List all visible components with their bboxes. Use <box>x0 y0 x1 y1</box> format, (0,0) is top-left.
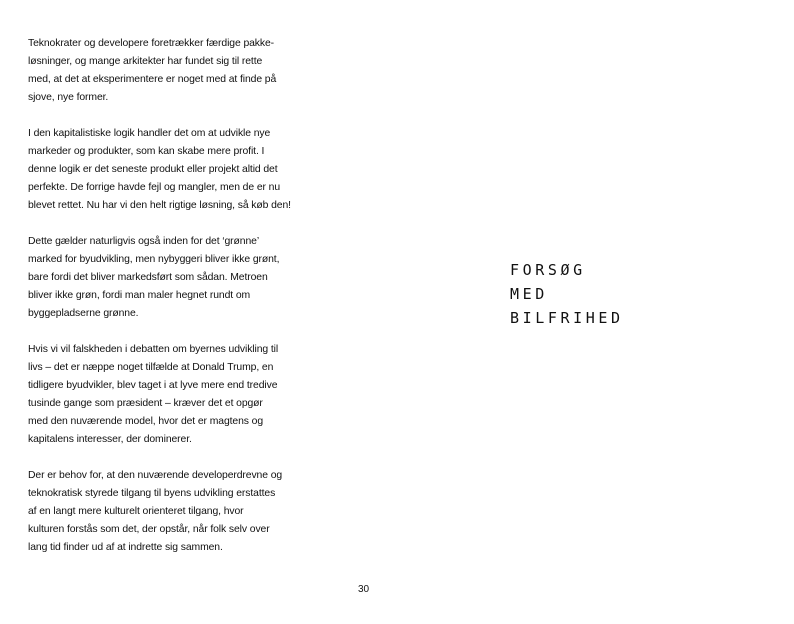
chapter-title <box>510 258 624 330</box>
text-line: Hvis vi vil falskheden i debatten om byernes udvikling til <box>28 344 279 355</box>
paragraph-4 <box>28 341 298 449</box>
chapter-title-line: FORSØG <box>510 261 586 279</box>
text-line: blevet rettet. Nu har vi den helt rigtige løsning, så køb den! <box>28 200 291 211</box>
text-line: med den nuværende model, hvor det er magtens og <box>28 416 264 427</box>
text-line: teknokratisk styrede tilgang til byens udvikling erstattes <box>28 488 276 499</box>
text-line: byggepladserne grønne. <box>28 308 139 319</box>
left-page-body <box>28 35 298 575</box>
text-line: denne logik er det seneste produkt eller projekt altid det <box>28 164 278 175</box>
text-line: Der er behov for, at den nuværende developerdrevne og <box>28 470 283 481</box>
text-line: af en langt mere kulturelt orienteret tilgang, hvor <box>28 506 244 517</box>
text-line: tidligere byudvikler, blev taget i at lyve mere end tredive <box>28 380 278 391</box>
text-line: sjove, nye former. <box>28 92 109 103</box>
text-line: I den kapitalistiske logik handler det om at udvikle nye <box>28 128 271 139</box>
chapter-title-line: MED <box>510 285 548 303</box>
text-line: kulturen forstås som det, der opstår, når folk selv over <box>28 524 270 535</box>
text-line: perfekte. De forrige havde fejl og mangler, men de er nu <box>28 182 281 193</box>
text-line: Dette gælder naturligvis også inden for det ‘grønne’ <box>28 236 260 247</box>
text-line: tusinde gange som præsident – kræver det et opgør <box>28 398 263 409</box>
paragraph-2 <box>28 125 298 215</box>
paragraph-5 <box>28 467 298 557</box>
text-line: lang tid finder ud af at indrette sig sammen. <box>28 542 223 553</box>
paragraph-1 <box>28 35 298 107</box>
paragraph-3 <box>28 233 298 323</box>
text-line: løsninger, og mange arkitekter har fundet sig til rette <box>28 56 263 67</box>
text-line: bliver ikke grøn, fordi man maler hegnet rundt om <box>28 290 251 301</box>
text-line: med, at det at eksperimentere er noget med at finde på <box>28 74 277 85</box>
chapter-title-line: BILFRIHED <box>510 309 624 327</box>
text-line: kapitalens interesser, der dominerer. <box>28 434 192 445</box>
text-line: bare fordi det bliver markedsført som sådan. Metroen <box>28 272 268 283</box>
text-line: livs – det er næppe noget tilfælde at Donald Trump, en <box>28 362 274 373</box>
text-line: markeder og produkter, som kan skabe mere profit. I <box>28 146 265 157</box>
text-line: marked for byudvikling, men nybyggeri bliver ikke grønt, <box>28 254 280 265</box>
page-number: 30 <box>357 584 370 595</box>
text-line: Teknokrater og developere foretrækker færdige pakke- <box>28 38 275 49</box>
